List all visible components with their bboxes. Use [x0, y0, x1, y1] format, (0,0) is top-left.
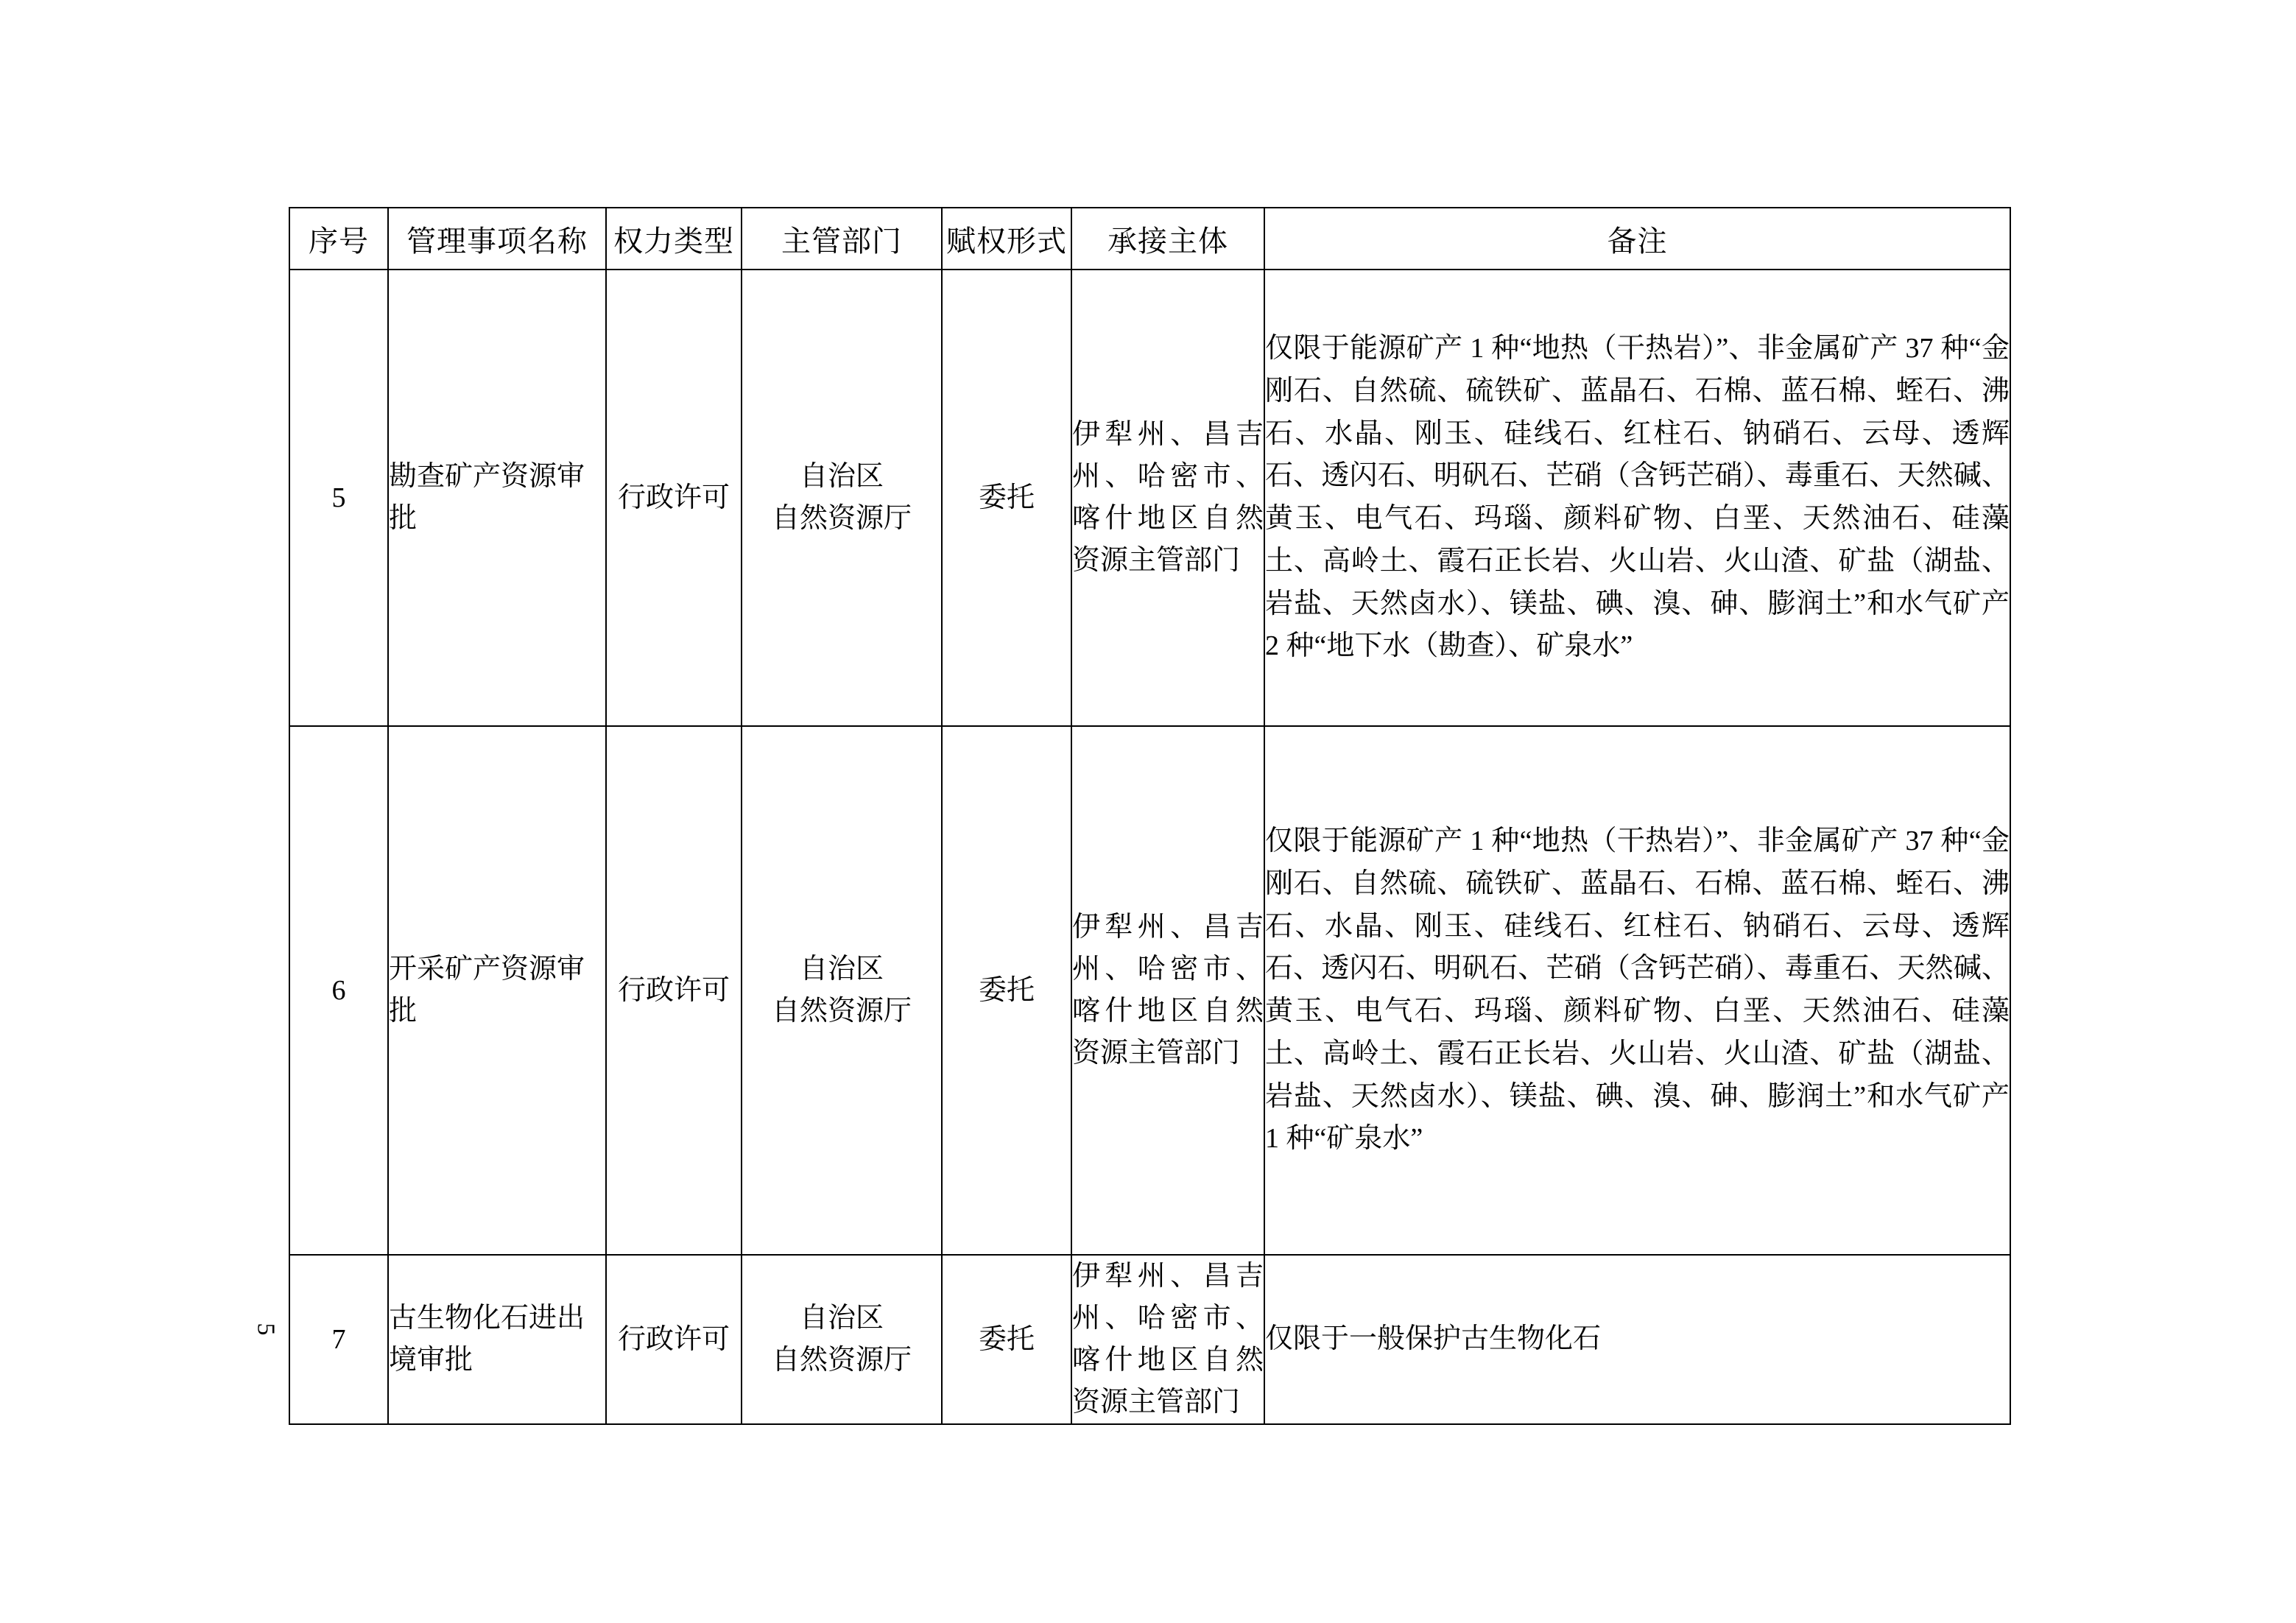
table-row: [289, 1255, 2010, 1424]
cell-department: [742, 270, 942, 726]
cell-seq: 6: [289, 726, 388, 1255]
column-header-form: 赋权形式: [942, 208, 1071, 270]
table-row: [289, 270, 2010, 726]
column-header-department: 主管部门: [742, 208, 942, 270]
cell-name: 古生物化石进出境审批: [388, 1255, 606, 1424]
page-number-value: 5: [252, 1323, 279, 1343]
cell-department: [742, 726, 942, 1255]
cell-department-line1: 自治区: [799, 461, 884, 492]
cell-seq: 5: [289, 270, 388, 726]
column-header-remark: 备注: [1264, 208, 2010, 270]
cell-department-line2: 自然资源厅: [771, 996, 912, 1027]
cell-name: 勘查矿产资源审批: [388, 270, 606, 726]
cell-name: 开采矿产资源审批: [388, 726, 606, 1255]
cell-type: 行政许可: [606, 1255, 742, 1424]
cell-type: 行政许可: [606, 270, 742, 726]
table-header-row: [289, 208, 2010, 270]
cell-remark: 仅限于能源矿产 1 种“地热（干热岩）”、非金属矿产 37 种“金刚石、自然硫、硫铁矿、蓝晶石、石棉、蓝石棉、蛭石、沸石、水晶、刚玉、硅线石、红柱石、钠硝石、云母、透辉石、透闪石、明矾石、芒硝（含钙芒硝）、毒重石、天然碱、黄玉、电气石、玛瑙、颜料矿物、白垩、天然油石、硅藻土、高岭土、霞石正长岩、火山岩、火山渣、矿盐（湖盐、岩盐、天然卤水）、镁盐、碘、溴、砷、膨润土”和水气矿产 1 种“矿泉水”: [1264, 726, 2010, 1255]
cell-form: 委托: [942, 270, 1071, 726]
cell-department-line1: 自治区: [799, 1303, 884, 1334]
permissions-table: [289, 207, 2011, 1425]
cell-department-line2: 自然资源厅: [771, 1345, 912, 1376]
table-row: [289, 726, 2010, 1255]
column-header-subject: 承接主体: [1071, 208, 1264, 270]
column-header-type: 权力类型: [606, 208, 742, 270]
cell-subject: 伊犁州、昌吉州、哈密市、喀什地区自然资源主管部门: [1071, 270, 1264, 726]
cell-form: 委托: [942, 1255, 1071, 1424]
column-header-name: 管理事项名称: [388, 208, 606, 270]
column-header-seq: 序号: [289, 208, 388, 270]
cell-subject: 伊犁州、昌吉州、哈密市、喀什地区自然资源主管部门: [1071, 1255, 1264, 1424]
cell-department-line1: 自治区: [799, 954, 884, 985]
cell-type: 行政许可: [606, 726, 742, 1255]
cell-subject: 伊犁州、昌吉州、哈密市、喀什地区自然资源主管部门: [1071, 726, 1264, 1255]
cell-seq: 7: [289, 1255, 388, 1424]
cell-department-line2: 自然资源厅: [771, 503, 912, 534]
cell-remark: 仅限于能源矿产 1 种“地热（干热岩）”、非金属矿产 37 种“金刚石、自然硫、硫铁矿、蓝晶石、石棉、蓝石棉、蛭石、沸石、水晶、刚玉、硅线石、红柱石、钠硝石、云母、透辉石、透闪石、明矾石、芒硝（含钙芒硝）、毒重石、天然碱、黄玉、电气石、玛瑙、颜料矿物、白垩、天然油石、硅藻土、高岭土、霞石正长岩、火山岩、火山渣、矿盐（湖盐、岩盐、天然卤水）、镁盐、碘、溴、砷、膨润土”和水气矿产 2 种“地下水（勘查）、矿泉水”: [1264, 270, 2010, 726]
cell-department: [742, 1255, 942, 1424]
cell-form: 委托: [942, 726, 1071, 1255]
cell-remark: 仅限于一般保护古生物化石: [1264, 1255, 2010, 1424]
